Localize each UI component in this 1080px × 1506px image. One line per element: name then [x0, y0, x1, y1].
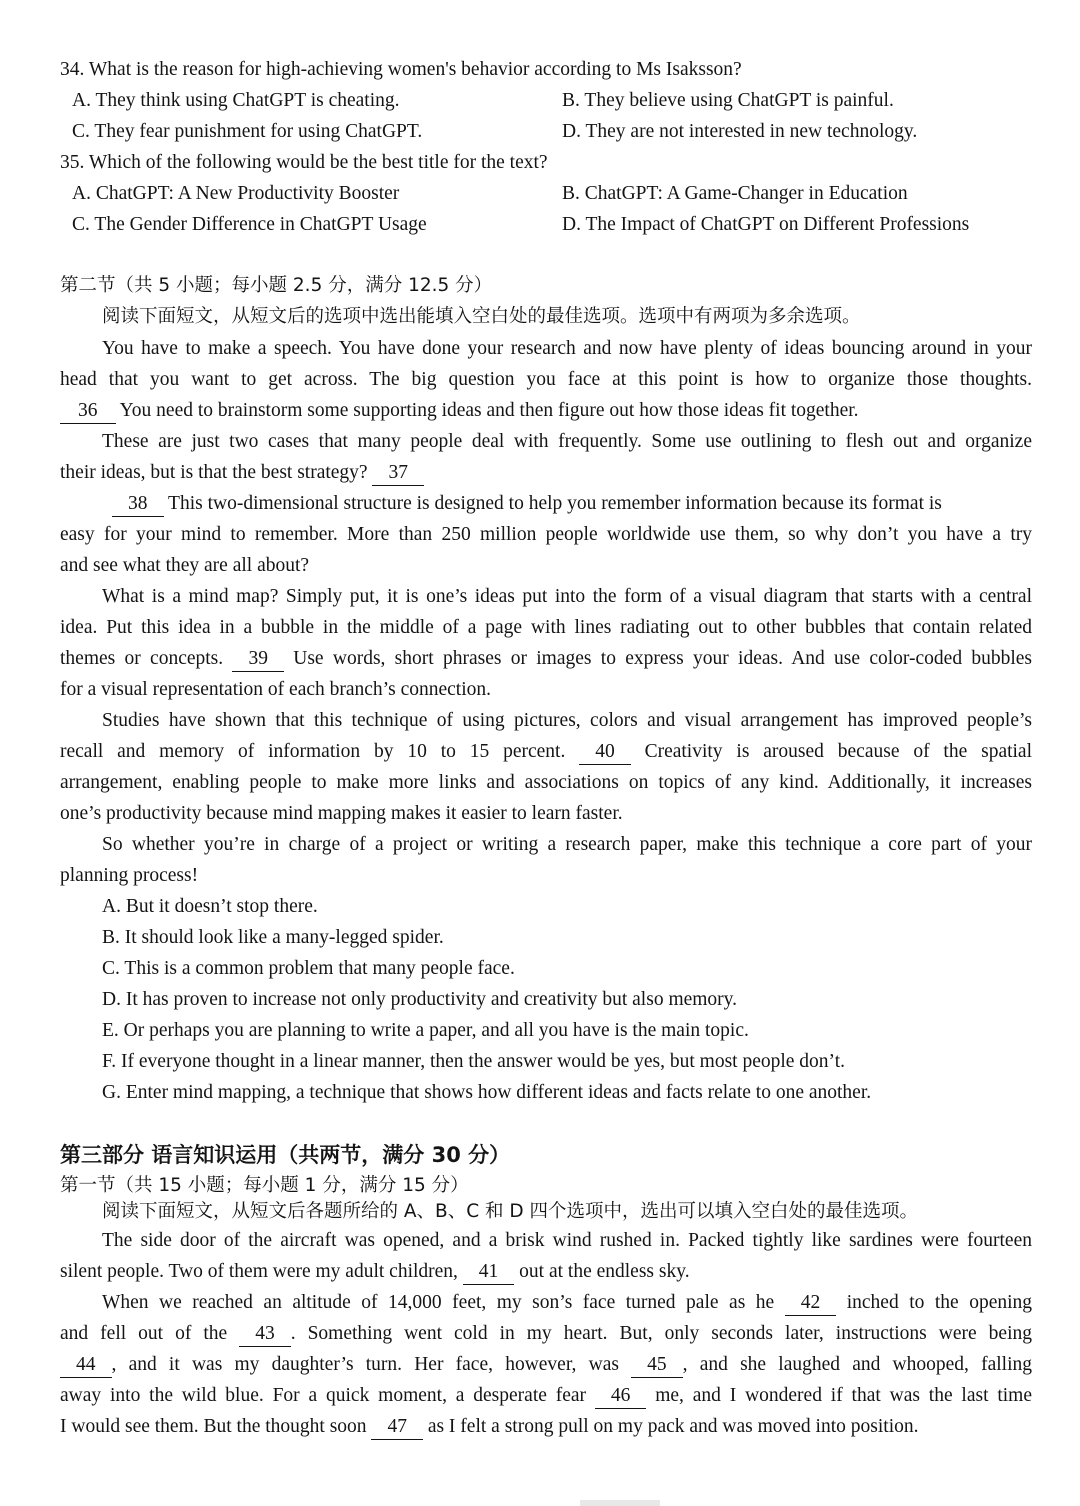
q34-option-a: A. They think using ChatGPT is cheating.: [72, 90, 400, 111]
blank-47: 47: [371, 1415, 423, 1440]
section2-instruction: 阅读下面短文，从短文后的选项中选出能填入空白处的最佳选项。选项中有两项为多余选项。: [102, 306, 861, 327]
passage1-text: themes or concepts.: [60, 648, 224, 669]
passage2-line: [60, 1411, 1032, 1442]
passage2-line: [60, 1256, 1032, 1287]
passage1-line: [60, 395, 1032, 426]
blank-42: 42: [785, 1291, 837, 1316]
passage1-text: Use words, short phrases or images to express your ideas. And use color-coded bubbles: [293, 648, 1033, 669]
passage1-line: [112, 488, 1032, 519]
passage1-text: You need to brainstorm some supporting ideas and then figure out how those ideas fit together.: [119, 400, 859, 421]
option-c: C. This is a common problem that many people face.: [102, 958, 515, 979]
q34-option-b: B. They believe using ChatGPT is painful.: [562, 90, 894, 111]
passage1-line: idea. Put this idea in a bubble in the middle of a page with lines radiating out to other bubbles that contain related: [60, 617, 1032, 638]
passage1-line: What is a mind map? Simply put, it is one’s ideas put into the form of a visual diagram that starts with a central: [102, 586, 1032, 607]
option-g: G. Enter mind mapping, a technique that shows how different ideas and facts relate to one another.: [102, 1082, 872, 1103]
passage2-text: When we reached an altitude of 14,000 feet, my son’s face turned pale as he: [102, 1292, 775, 1313]
option-b: B. It should look like a many-legged spider.: [102, 927, 444, 948]
passage1-line: [60, 643, 1032, 674]
option-f: F. If everyone thought in a linear manner, then the answer would be yes, but most people don’t.: [102, 1051, 845, 1072]
passage2-text: as I felt a strong pull on my pack and was moved into position.: [427, 1416, 919, 1437]
passage2-text: silent people. Two of them were my adult children,: [60, 1261, 458, 1282]
passage1-line: planning process!: [60, 865, 199, 886]
blank-38: 38: [112, 492, 164, 517]
passage1-line: These are just two cases that many people deal with frequently. Some use outlining to flesh out and organize: [102, 431, 1032, 452]
passage2-text: , and she laughed and whooped, falling: [682, 1354, 1033, 1375]
section2-heading: 第二节（共 5 小题；每小题 2.5 分，满分 12.5 分）: [60, 275, 493, 296]
passage1-text: their ideas, but is that the best strategy?: [60, 462, 368, 483]
passage1-line: So whether you’re in charge of a project or writing a research paper, make this technique a core part of your: [102, 834, 1032, 855]
part3-instruction: 阅读下面短文，从短文后各题所给的 A、B、C 和 D 四个选项中，选出可以填入空白处的最佳选项。: [102, 1201, 919, 1222]
passage1-line: one’s productivity because mind mapping makes it easier to learn faster.: [60, 803, 623, 824]
passage2-text: I would see them. But the thought soon: [60, 1416, 367, 1437]
passage2-line: [102, 1287, 1032, 1318]
q35-stem: 35. Which of the following would be the best title for the text?: [60, 152, 548, 173]
blank-37: 37: [372, 461, 424, 486]
option-e: E. Or perhaps you are planning to write a paper, and all you have is the main topic.: [102, 1020, 749, 1041]
blank-41: 41: [463, 1260, 515, 1285]
q35-option-c: C. The Gender Difference in ChatGPT Usage: [72, 214, 427, 235]
blank-43: 43: [239, 1322, 291, 1347]
passage2-text: away into the wild blue. For a quick moment, a desperate fear: [60, 1385, 587, 1406]
blank-40: 40: [579, 740, 631, 765]
passage2-text: out at the endless sky.: [519, 1261, 690, 1282]
passage2-line: The side door of the aircraft was opened, and a brisk wind rushed in. Packed tightly like sardines were fourteen: [102, 1230, 1032, 1251]
blank-45: 45: [631, 1353, 683, 1378]
passage1-line: You have to make a speech. You have done your research and now have plenty of ideas bouncing around in your: [102, 338, 1032, 359]
passage1-line: head that you want to get across. The big question you face at this point is how to organize those thoughts.: [60, 369, 1032, 390]
passage1-line: easy for your mind to remember. More than 250 million people worldwide use them, so why don’t you have a try: [60, 524, 1032, 545]
passage2-line: [60, 1349, 1032, 1380]
page-footer-smudge: [580, 1500, 660, 1506]
passage2-text: and fell out of the: [60, 1323, 228, 1344]
passage1-text: Creativity is aroused because of the spatial: [644, 741, 1033, 762]
passage2-text: me, and I wondered if that was the last time: [655, 1385, 1033, 1406]
blank-36: 36: [60, 399, 116, 424]
passage1-line: arrangement, enabling people to make more links and associations on topics of any kind. Additionally, it increases: [60, 772, 1032, 793]
passage2-text: . Something went cold in my heart. But, only seconds later, instructions were being: [290, 1323, 1033, 1344]
q35-option-a: A. ChatGPT: A New Productivity Booster: [72, 183, 400, 204]
passage1-line: Studies have shown that this technique of using pictures, colors and visual arrangement has improved people’s: [102, 710, 1032, 731]
option-a: A. But it doesn’t stop there.: [102, 896, 318, 917]
passage2-text: inched to the opening: [846, 1292, 1033, 1313]
passage1-line: [60, 457, 1032, 488]
passage1-text: This two-dimensional structure is designed to help you remember information because its format is: [168, 493, 942, 514]
part3-subheading: 第一节（共 15 小题；每小题 1 分，满分 15 分）: [60, 1175, 469, 1196]
passage1-line: for a visual representation of each branch’s connection.: [60, 679, 491, 700]
passage2-line: [60, 1380, 1032, 1411]
passage2-text: , and it was my daughter’s turn. Her face, however, was: [111, 1354, 619, 1375]
part3-heading: 第三部分 语言知识运用（共两节，满分 30 分）: [60, 1143, 511, 1167]
passage2-line: [60, 1318, 1032, 1349]
q35-option-d: D. The Impact of ChatGPT on Different Professions: [562, 214, 970, 235]
blank-39: 39: [232, 647, 284, 672]
blank-46: 46: [595, 1384, 647, 1409]
passage1-line: and see what they are all about?: [60, 555, 310, 576]
option-d: D. It has proven to increase not only productivity and creativity but also memory.: [102, 989, 738, 1010]
q35-option-b: B. ChatGPT: A Game-Changer in Education: [562, 183, 908, 204]
q34-option-c: C. They fear punishment for using ChatGPT.: [72, 121, 423, 142]
q34-stem: 34. What is the reason for high-achieving women's behavior according to Ms Isaksson?: [60, 59, 742, 80]
blank-44: 44: [60, 1353, 112, 1378]
passage1-line: [60, 736, 1032, 767]
q34-option-d: D. They are not interested in new technology.: [562, 121, 918, 142]
passage1-text: recall and memory of information by 10 to 15 percent.: [60, 741, 566, 762]
